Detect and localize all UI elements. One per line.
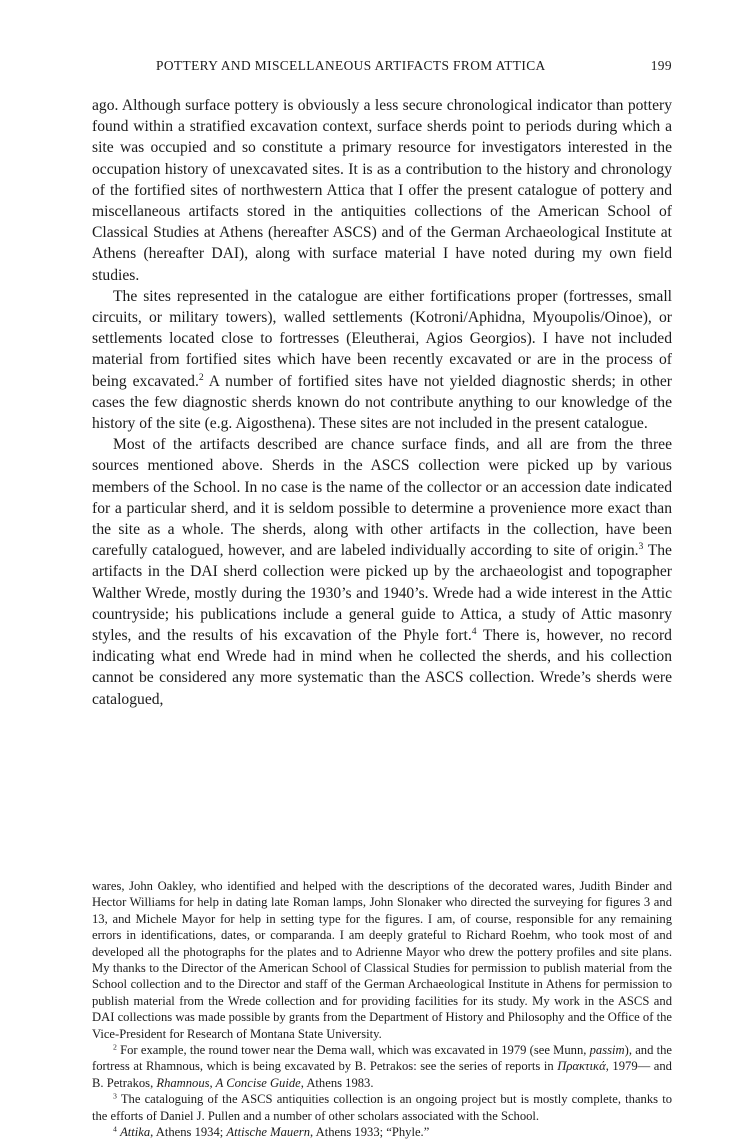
footnote-ref-4[interactable]: 4: [471, 626, 477, 638]
footnotes: [92, 878, 672, 1141]
paragraph-1: ago. Although surface pottery is obviously a less secure chronological indicator than pottery found within a stratified excavation context, surface sherds point to periods during which a site was occupied and so constitute a primary resource for investigators interested in the occupation history of unexcavated sites. It is as a contribution to the history and chronology of the fortified sites of northwestern Attica that I offer the present catalogue of pottery and miscellaneous artifacts stored in the antiquities collections of the American School of Classical Studies at Athens (hereafter ASCS) and of the German Archaeological Institute at Athens (hereafter DAI), along with surface material I have noted during my own field studies.: [92, 97, 672, 284]
paragraph-2: The sites represented in the catalogue are either fortifications proper (fortresses, small circuits, or military towers), walled settlements (Kotroni/Aphidna, Myoupolis/Oinoe), or settlements located close to fortresses (Eleutherai, Agios Georgios). I have not included material from fortified sites which have been recently excavated or are in the process of being excavated.$^2$ A number of fortified sites have not yielded diagnostic sherds; in other cases the few diagnostic sherds known do not contribute anything to our knowledge of the history of the site (e.g. Aigosthena). These sites are not included in the present catalogue.: [92, 287, 672, 433]
footnote-ref-2[interactable]: 2: [198, 371, 204, 383]
footnote-4: $^4$ Attika, Athens 1934; Attische Mauern, Athens 1933; “Phyle.”: [113, 1124, 430, 1140]
footnote-2: $^2$ For example, the round tower near the Dema wall, which was excavated in 1979 (see Munn, passim), and the fortress at Rhamnous, which is being excavated by B. Petrakos: see the series of reports in Πρακτικά, 1979— and B. Petrakos, Rhamnous, A Concise Guide, Athens 1983.: [92, 1042, 672, 1090]
page-number: 199: [650, 58, 672, 73]
footnote-ref-3[interactable]: 3: [638, 541, 644, 553]
paragraph-3: Most of the artifacts described are chance surface finds, and all are from the three sources mentioned above. Sherds in the ASCS collection were picked up by various members of the School. In no case is the name of the collector or an accession date indicated for a particular sherd, and it is seldom possible to determine a provenience more exact than the site as a whole. The sherds, along with other artifacts in the collection, have been carefully catalogued, however, and are labeled individually according to site of origin.$^3$ The artifacts in the DAI sherd collection were picked up by the archaeologist and topographer Walther Wrede, mostly during the 1930’s and 1940’s. Wrede had a wide interest in the Attic countryside; his publications include a general guide to Attica, a study of Attic masonry styles, and the results of his excavation of the Phyle fort.$^4$ There is, however, no record indicating what end Wrede had in mind when he collected the sherds, and his collection cannot be considered any more systematic than the ASCS collection. Wrede’s sherds were catalogued,: [92, 436, 672, 708]
running-title: POTTERY AND MISCELLANEOUS ARTIFACTS FROM ATTICA: [156, 58, 546, 73]
footnote-3: $^3$ The cataloguing of the ASCS antiquities collection is an ongoing project but is mostly complete, thanks to the efforts of Daniel J. Pullen and a number of other scholars associated with the School.: [92, 1091, 672, 1123]
main-text: [92, 95, 672, 710]
footnote-continuation: wares, John Oakley, who identified and helped with the descriptions of the decorated wares, Judith Binder and Hector Williams for help in dating late Roman lamps, John Slonaker who directed the surveying for figures 3 and 13, and Michele Mayor for help in setting type for the figures. I am, of course, responsible for any remaining errors in identifications, dates, or comparanda. I am deeply grateful to Richard Roehm, who took most of and developed all the photographs for the plates and to Adrienne Mayor who drew the pottery profiles and site plans. My thanks to the Director of the American School of Classical Studies for permission to publish material from the School collection and to the Director and staff of the German Archaeological Institute in Athens for permission to publish material from the Wrede collection and for providing facilities for its study. My work in the ASCS and DAI collections was made possible by grants from the Department of History and Philosophy and the Office of the Vice-President for Research of Montana State University.: [92, 879, 672, 1041]
